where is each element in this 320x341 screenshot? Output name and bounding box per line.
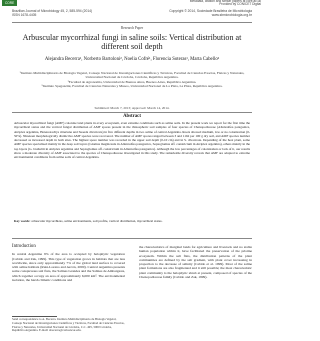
intro-left-column [12, 245, 125, 282]
affiliation-3: ³Instituto Spegazzini, Facultad de Ciencias Naturales y Museo, Universidad Nacional de La Plata, La Plata, República Argentina. [41, 83, 223, 88]
intro-heading: Introduction [12, 244, 36, 249]
affiliations [18, 71, 246, 88]
core-logo[interactable]: CORE [2, 0, 17, 6]
journal-url[interactable]: www.sbmicrobiologia.org.br [211, 13, 252, 18]
journal-copyright: Copyright © 2014, Sociedade Brasileira de Microbiologia [169, 9, 252, 13]
article-type: Research Paper [120, 26, 144, 30]
intro-right-column [139, 245, 252, 279]
abstract-body: Arbuscular mycorrhizal fungi (AMF) colonize land plants in every ecosystem, even extreme conditions such as saline soils. In the present work we report for the first time the mycorrhizal status and the vertical fungal distribution of AMF spores present in the rhizospheric soil samples of four species of Chenopodiaceae (Allenrolfea patagonica, Atriplex argentina, Heterostachys ritteriana and Suaeda divaricata) in five different depths in two saline of central Argentina. Roots showed medium, low or no colonization (0-50%). Nineteen morphologically distinctive AMF species were recovered. The number of AMF spores ranged between 3 and 1162 per 100 g dry soil, and AMF species number decreased as increased depth in both sites. The highest spore number was recorded in the upper soil depth (0-10 cm) and in S. divaricata. Depending of the host plant, some AMF species specialised mainly in the deep soil layers (Glomus magnicaule in Allenrolfea patagonica, Septoglomus aff. constrictum in Atriplex argentina), others mainly in the top layers (G. brohultii in Atriplex argentina and Septoglomus aff. constrictum in Allenrolfea patagonica). Although the low percentages of colonization or lack of it, our results show a moderate diversity of AMF associated to the species of Chenopodiaceae investigated in this study. The remarkable diversity reveals that AMF are adapted to extreme environmental conditions from saline soils of central Argentina. [14, 121, 250, 159]
keywords-text: arbuscular mycorrhizas, saline environments, soil profile, vertical distribution, mycorrhizal status. [31, 219, 163, 223]
keywords-label: Key words: [14, 219, 31, 223]
keywords [14, 219, 250, 223]
journal-issn: ISSN 1678-4405 [12, 13, 37, 18]
author-list: Alejandra Becerra¹, Norberto Bartoloni², Noelia Cofré¹, Florencia Soteras¹, Marta Cabello³ [44, 57, 220, 62]
submission-dates: Submitted: March 7, 2013; Approved: March 14, 2014. [94, 106, 170, 110]
header-divider [12, 22, 252, 23]
journal-rights [169, 9, 252, 17]
journal-header [12, 9, 252, 21]
article-title: Arbuscular mycorrhizal fungi in saline soils: Vertical distribution at different soil depth [22, 33, 242, 52]
affiliation-1: ¹Instituto Multidisciplinario de Biología Vegetal, Consejo Nacional de Investigaciones Científicas y Técnicas, Facultad de Ciencias Exactas, Físicas y Naturales, Universidad Nacional de Córdoba, Córdoba, República Argentina. [19, 71, 245, 80]
abstract-bottom-divider [12, 238, 252, 239]
journal-info [12, 9, 92, 17]
intro-left-text: In central Argentina 9% of the area is occupied by halophytic vegetation (Cabido and Zak, 1999). This type of vegetation grows in habitats that are less worldwide, since only approximately 7% of the global land surface is covered with saline habitats (Ruiz-Lozano and Azcón, 2000). Central Argentina presents some conspicuous salt flats, the Salinas Grandes and the Salinas de Ambargasta, which together occupy an area of approximately 6,000 km². The environmental isolation, the harsh climatic conditions and [12, 252, 125, 283]
correspondence-footnote: Send correspondence to A. Becerra. Instituto Multidisciplinario de Biología Vegetal, Consejo Nacional de Investigaciones Científicas y Técnicas, Facultad de Ciencias Exactas, Físicas y Naturales, Universidad Nacional de Córdoba, C.C. 495, 5000 Córdoba, República Argentina. E-mail: abecerra@com.uncor.edu. [12, 317, 125, 333]
abstract-heading: Abstract [123, 114, 141, 119]
core-meta-line-2[interactable]: Provided by CONICET Digital [219, 2, 261, 7]
core-banner [0, 0, 264, 6]
core-meta [190, 0, 261, 6]
core-meta-line-1[interactable]: Metadata, citation and similar papers at core.ac.uk [189, 0, 261, 3]
journal-citation: Brazilian Journal of Microbiology 45, 2, 585-594 (2014) [12, 9, 93, 13]
intro-right-text: the characteristics of marginal lands for agriculture and livestock and no stable human population within it, have facilitated the preservation of the pristine ecosystem. Within the salt flats, the distribution patterns of the plant communities are defined by the salt gradient, with plant cover increasing in proportion to the decrease of salinity (Cabido et al. 1999). Most of the saline plant formations are also fragmented and it still possible; the most characteristic plant community is the halophytic shrub at present, composed of species of the Chenopodiaceae family (Cabido and Zak, 1999). [139, 245, 252, 280]
abstract-top-divider [12, 112, 252, 113]
affiliation-2: ²Facultad de Agronomía, Universidad de Buenos Aires, Buenos Aires, República Argentina. [67, 79, 197, 84]
